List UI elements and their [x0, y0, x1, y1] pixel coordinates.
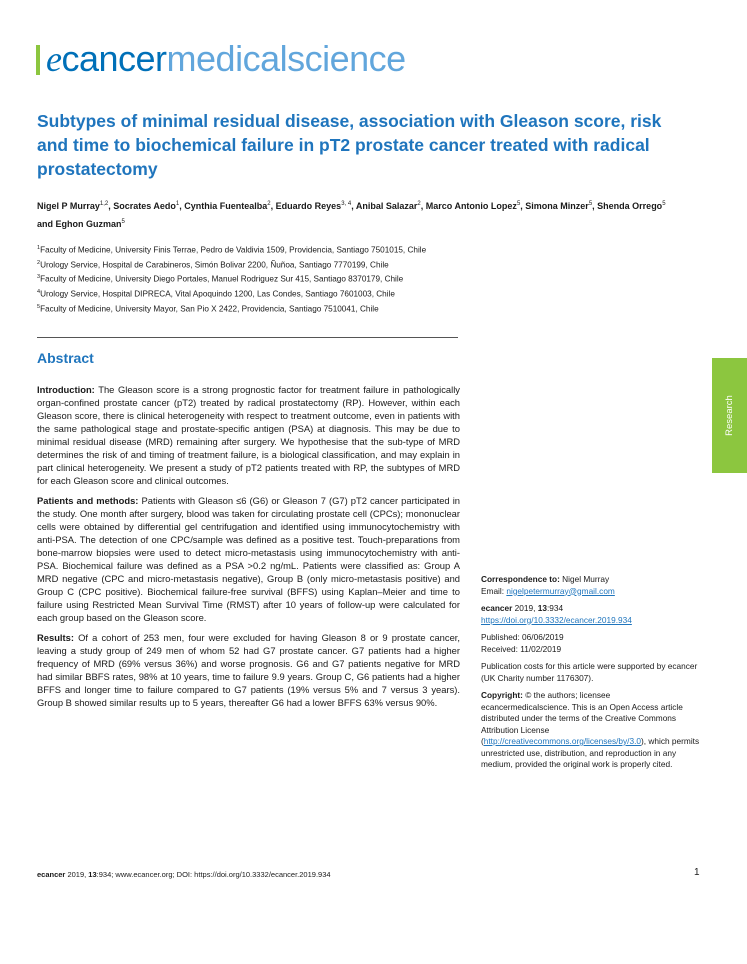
footer-citation: :934; www.ecancer.org; DOI: https://doi.org/10.3332/ecancer.2019.934: [96, 870, 331, 879]
author-affiliation-number: 5: [516, 201, 521, 207]
citation-block: [481, 603, 701, 626]
results-paragraph: [37, 631, 460, 709]
copyright-block: [481, 690, 701, 771]
author-name: Shenda Orrego: [597, 201, 663, 211]
abstract-heading: Abstract: [37, 350, 94, 366]
author-name: Anibal Salazar: [355, 201, 418, 211]
logo-medicalscience: medicalscience: [166, 38, 406, 79]
footer-journal: ecancer: [37, 870, 66, 879]
section-tab-research: [712, 358, 747, 473]
copyright-label: Copyright:: [481, 690, 523, 700]
correspondence-label: Correspondence to:: [481, 574, 560, 584]
author-name: Nigel P Murray: [37, 201, 100, 211]
author: [426, 201, 521, 211]
article-sidebar: [481, 574, 701, 777]
logo-accent-bar: [36, 45, 40, 75]
methods-label: Patients and methods:: [37, 495, 139, 506]
affiliation-number: 2: [37, 259, 41, 266]
logo-wordmark: [46, 38, 406, 80]
email-label: Email:: [481, 585, 507, 596]
author-affiliation-number: 3, 4: [341, 201, 352, 207]
author: [276, 201, 352, 211]
footer-year: 2019,: [65, 870, 89, 879]
introduction-paragraph: [37, 383, 460, 487]
copyright-tail: ), which permits unrestricted use, distribution, and reproduction in any medium, provided the original work is properly cited.: [481, 736, 700, 769]
methods-paragraph: [37, 494, 460, 624]
author-affiliation-number: 5: [662, 201, 666, 207]
author-affiliation-number: 5: [121, 219, 125, 225]
affiliation-number: 3: [37, 274, 41, 281]
citation-article: :934: [546, 603, 564, 613]
abstract-body: [37, 383, 460, 716]
author: [37, 201, 108, 211]
received-date: Received: 11/02/2019: [481, 643, 562, 654]
correspondence-block: [481, 574, 701, 597]
author-name: Eghon Guzman: [55, 219, 122, 229]
affiliation-item: [37, 257, 557, 272]
journal-logo: [36, 38, 406, 80]
affiliation-text: Faculty of Medicine, University Finis Terrae, Pedro de Valdivia 1509, Providencia, Santiago 7501015, Chile: [40, 245, 427, 255]
copyright-text: © the authors; licensee ecancermedicalscience. This is an Open Access article distributed under the terms of the Creative Commons Attribution License (: [481, 690, 683, 746]
author: [113, 201, 179, 211]
results-label: Results:: [37, 632, 74, 643]
affiliation-item: [37, 286, 557, 301]
logo-cancer: cancer: [61, 38, 167, 79]
citation-journal: ecancer: [481, 603, 513, 613]
author: [356, 201, 421, 211]
correspondence-name: Nigel Murray: [559, 574, 610, 584]
license-link[interactable]: http://creativecommons.org/licenses/by/3.0: [483, 736, 642, 746]
author-affiliation-number: 2: [267, 201, 271, 207]
article-title: Subtypes of minimal residual disease, association with Gleason score, risk and time to biochemical failure in pT2 prostate cancer treated with radical prostatectomy: [37, 111, 662, 179]
author-name: Eduardo Reyes: [275, 201, 342, 211]
affiliation-item: [37, 242, 557, 257]
introduction-text: The Gleason score is a strong prognostic factor for treatment failure in pathologically organ-confined prostate cancer (pT2) treated by radical prostatectomy (RP). However, within each Gleason score, there is clinical heterogeneity with respect to treatment outcome, even in patients with the same pathological stage and prostate-specific antigen (PSA) at diagnosis. This may be due to minimal residual disease (MRD) remaining after surgery. We hypothesise that the sub-type of MRD determines the risk of and timing of treatment failure, is a biological classification, and may explain in part clinical heterogeneity. We present a study of pT2 patients treated with RP, the subtypes of MRD for each Gleason score and clinical outcomes.: [37, 384, 460, 486]
footer-volume: 13: [88, 870, 97, 879]
affiliation-text: Urology Service, Hospital DIPRECA, Vital Apoquindo 1200, Las Condes, Santiago 7601003, Chile: [40, 289, 395, 299]
affiliation-list: [37, 242, 557, 316]
section-divider: [37, 337, 458, 338]
email-link[interactable]: nigelpetermurray@gmail.com: [506, 585, 615, 596]
affiliation-item: [37, 301, 557, 316]
doi-link[interactable]: https://doi.org/10.3332/ecancer.2019.934: [481, 614, 632, 625]
publication-costs: Publication costs for this article were supported by ecancer (UK Charity number 1176307).: [481, 661, 698, 683]
logo-e: e: [46, 39, 62, 79]
author-affiliation-number: 5: [588, 201, 593, 207]
affiliation-text: Faculty of Medicine, University Mayor, San Pio X 2422, Providencia, Santiago 7510041, Chile: [40, 304, 379, 314]
introduction-label: Introduction:: [37, 384, 95, 395]
citation-year: 2019,: [512, 603, 538, 613]
section-tab-label: Research: [724, 395, 736, 436]
author-name: Marco Antonio Lopez: [425, 201, 517, 211]
dates-block: [481, 632, 701, 655]
affiliation-text: Faculty of Medicine, University Diego Portales, Manuel Rodriguez Sur 415, Santiago 8370179, Chile: [40, 275, 404, 285]
author-affiliation-number: 2: [417, 201, 421, 207]
results-text: Of a cohort of 253 men, four were excluded for having Gleason 8 or 9 prostate cancer, leaving a study group of 249 men of whom 52 had G7 prostate cancer. G7 patients had a higher frequency of MRD (69% versus 36%) and worse prognosis. G6 and G7 patients negative for MRD had similar BBFS rates, 98% at 10 years, time to failure 9.9 years. Group C, G6 patients had a higher BFFS and longer time to failure compared to G7 patients (19% versus 5% and 7 versus 3 years). Group B showed similar results up to 5 years, thereafter G6 had a lower BFFS 63% versus 90%.: [37, 632, 460, 708]
author-name: Simona Minzer: [525, 201, 589, 211]
author-name: Cynthia Fuentealba: [184, 201, 268, 211]
affiliation-number: 4: [37, 289, 41, 296]
affiliation-text: Urology Service, Hospital de Carabineros, Simón Bolivar 2200, Ñuñoa, Santiago 7770199, Chile: [40, 260, 389, 270]
author: [56, 219, 125, 229]
affiliation-number: 5: [37, 303, 41, 310]
author-list: Nigel P Murray$^{1,2}$, Socrates Aedo$^1$, Cynthia Fuentealba$^2$, Eduardo Reyes$^{3, 4}$, Anibal Salazar$^2$, Marco Antonio Lopez$^5$, Simona Minzer$^5$, Shenda Orrego$^5$ and Eghon Guzman$^5$: [37, 201, 666, 229]
methods-text: Patients with Gleason ≤6 (G6) or Gleason 7 (G7) pT2 cancer participated in the study. One month after surgery, blood was taken for circulating prostate cell (CPCs); mononuclear cells were obtained by differential gel centrifugation and identified using immunocytochemistry with anti-PSA. The detection of one CPC/sample was defined as a positive test. Touch-preparations from bone-marrow biopsies were used to detect micro-metastasis using immunocytochemistry with anti-PSA. Biochemical failure was defined as a PSA >0.2 ng/mL. Patients were classified as: Group A MRD negative (CPC and micro-metastasis negative), Group B (only micro-metastasis positive) and Group C (CPC positive). Biochemical failure-free survival (BFFS) using Kaplan–Meier and time to failure using Restricted Mean Survival Time (RMST) after 10 years of follow-up were calculated for each group based on the Gleason score.: [37, 495, 460, 623]
author-affiliation-number: 1,2: [99, 201, 109, 207]
affiliation-item: [37, 271, 557, 286]
page-footer: [37, 869, 702, 880]
published-date: Published: 06/06/2019: [481, 632, 564, 642]
author: [525, 201, 592, 211]
author: [184, 201, 270, 211]
author-name: Socrates Aedo: [113, 201, 176, 211]
author: [597, 201, 665, 211]
author-affiliation-number: 1: [175, 201, 180, 207]
page-number: 1: [694, 867, 700, 878]
citation-volume: 13: [537, 603, 547, 613]
affiliation-number: 1: [37, 245, 41, 251]
